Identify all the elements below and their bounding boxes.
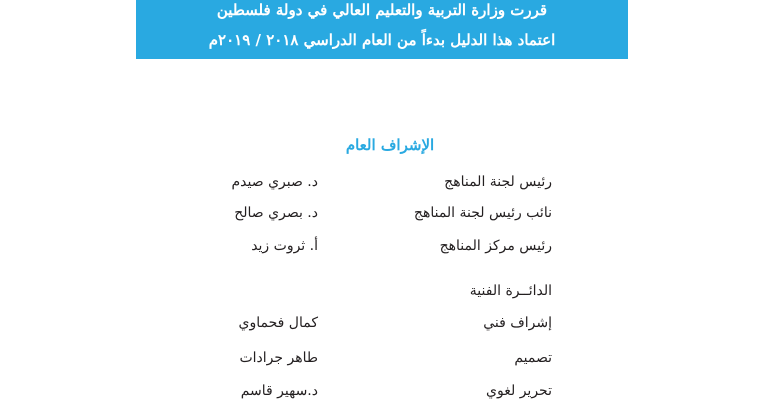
role-label-design: تصميم [514, 350, 552, 366]
person-name-committee-deputy: د. بصري صالح [234, 205, 318, 221]
general-supervision-heading: الإشراف العام [345, 136, 435, 154]
banner-line-decree: قررت وزارة التربية والتعليم العالي في دولة فلسطين [216, 1, 548, 19]
person-name-curriculum-committee-head: د. صبري صيدم [231, 174, 318, 190]
person-name-language-editing: د.سهير قاسم [240, 383, 318, 399]
person-name-curriculum-center-head: أ. ثروت زيد [251, 238, 318, 254]
decree-banner [136, 0, 628, 59]
person-name-technical-supervision: كمال فحماوي [238, 315, 318, 331]
banner-line-adoption: اعتماد هذا الدليل بدءاً من العام الدراسي ٢٠١٨ / ٢٠١٩م [208, 31, 556, 49]
person-name-design: طاهر جرادات [239, 350, 318, 366]
role-label-curriculum-center-head: رئيس مركز المناهج [439, 238, 552, 254]
role-label-technical-supervision: إشراف فني [483, 315, 552, 331]
role-label-curriculum-committee-head: رئيس لجنة المناهج [444, 174, 552, 190]
role-label-language-editing: تحرير لغوي [486, 383, 552, 399]
technical-department-heading: الدائــرة الفنية [469, 283, 552, 299]
role-label-committee-deputy: نائب رئيس لجنة المناهج [413, 205, 552, 221]
